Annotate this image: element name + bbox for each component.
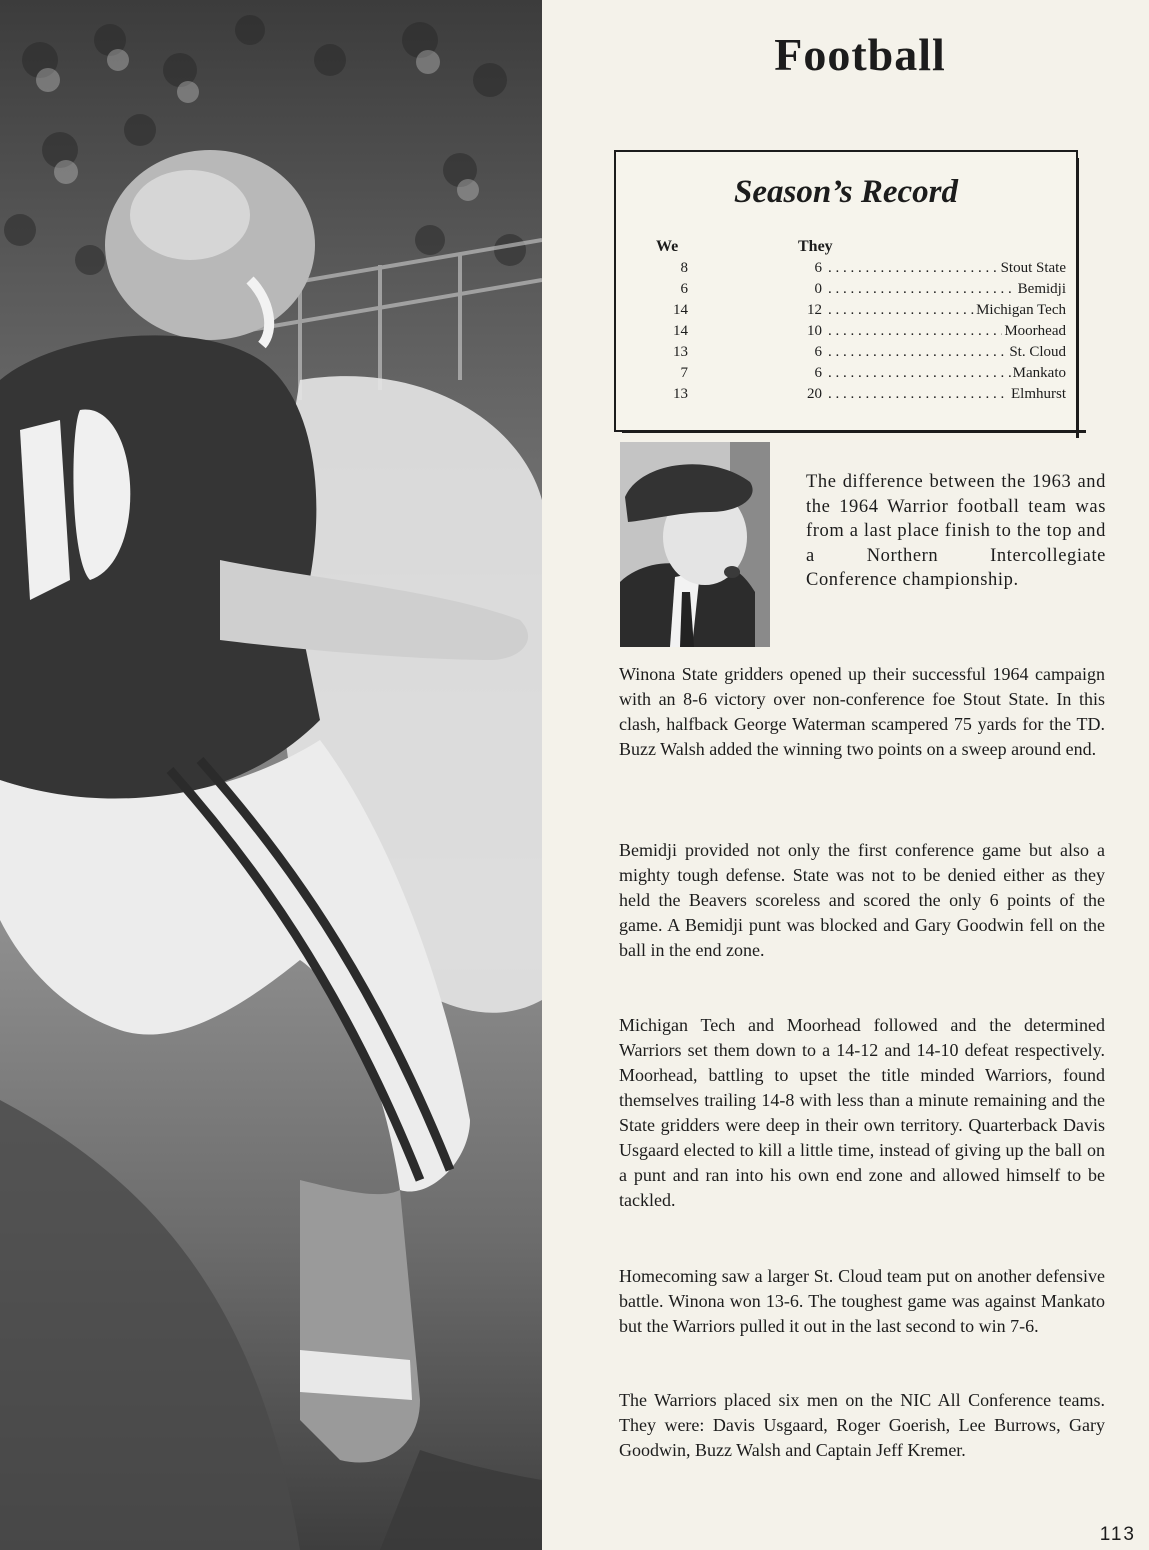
opponent-name: Bemidji bbox=[1017, 281, 1066, 297]
they-score: 10 bbox=[807, 323, 822, 339]
article-paragraph: The Warriors placed six men on the NIC All Conference teams. They were: Davis Usgaard, Roger Goerish, Lee Burrows, Gary Goodwin, Buzz Walsh and Captain Jeff Kremer. bbox=[619, 1390, 1105, 1460]
coach-caption: The difference between the 1963 and the 1964 Warrior football team was from a last place finish to the top and a Northern Intercollegiate Conference championship. bbox=[806, 472, 1106, 591]
opponent-name: Stout State bbox=[1000, 260, 1066, 276]
opponent-name: Michigan Tech bbox=[976, 302, 1066, 318]
article-paragraph: Michigan Tech and Moorhead followed and the determined Warriors set them down to a 14-12 and 14-10 defeat respectively. Moorhead, battling to upset the title minded Warriors, found themselves trailing 14-8 with less than a minute remaining and the State gridders were deep in their own territory. Quarterback Davis Usgaard elected to kill a little time, instead of giving up the ball on a punt and ran into his own end zone and allowed himself to be tackled. bbox=[619, 1015, 1105, 1210]
opponent-name: Moorhead bbox=[1004, 323, 1066, 339]
we-column-header: We bbox=[656, 238, 679, 255]
we-score: 7 bbox=[680, 365, 688, 381]
they-score: 6 bbox=[814, 344, 822, 360]
season-record-table bbox=[616, 260, 1076, 407]
record-row bbox=[616, 302, 1076, 323]
page-number: 113 bbox=[1099, 1524, 1136, 1545]
they-score: 0 bbox=[814, 281, 822, 297]
they-score: 6 bbox=[814, 260, 822, 276]
they-score: 12 bbox=[807, 302, 822, 318]
they-score: 20 bbox=[807, 386, 822, 402]
football-player-illustration bbox=[0, 0, 542, 1550]
article-paragraph: Winona State gridders opened up their successful 1964 campaign with an 8-6 victory over non-conference foe Stout State. In this clash, halfback George Waterman scampered 75 yards for the TD. Buzz Walsh added the winning two points on a sweep around end. bbox=[619, 664, 1105, 759]
we-score: 14 bbox=[673, 323, 688, 339]
we-score: 6 bbox=[680, 281, 688, 297]
season-record-title: Season’s Record bbox=[734, 174, 958, 210]
record-row bbox=[616, 365, 1076, 386]
coach-portrait-illustration bbox=[620, 442, 770, 647]
article-paragraph: Bemidji provided not only the first conference game but also a mighty tough defense. State was not to be denied either as they held the Beavers scoreless and scored the only 6 points of the game. A Bemidji punt was blocked and Gary Goodwin fell on the ball in the end zone. bbox=[619, 840, 1105, 960]
record-row bbox=[616, 281, 1076, 302]
opponent-name: Elmhurst bbox=[1011, 386, 1066, 402]
record-row bbox=[616, 323, 1076, 344]
they-column-header: They bbox=[798, 238, 833, 255]
we-score: 13 bbox=[673, 344, 688, 360]
football-action-photo bbox=[0, 0, 542, 1550]
opponent-name: St. Cloud bbox=[1009, 344, 1066, 360]
we-score: 14 bbox=[673, 302, 688, 318]
page-title: Football bbox=[774, 29, 946, 80]
coach-photo bbox=[620, 442, 770, 647]
record-row bbox=[616, 260, 1076, 281]
record-row bbox=[616, 344, 1076, 365]
article-paragraph: Homecoming saw a larger St. Cloud team put on another defensive battle. Winona won 13-6. The toughest game was against Mankato but the Warriors pulled it out in the last second to win 7-6. bbox=[619, 1266, 1105, 1336]
we-score: 13 bbox=[673, 386, 688, 402]
opponent-name: Mankato bbox=[1012, 365, 1066, 381]
we-score: 8 bbox=[680, 260, 688, 276]
they-score: 6 bbox=[814, 365, 822, 381]
season-record-box bbox=[614, 150, 1078, 432]
record-row bbox=[616, 386, 1076, 407]
